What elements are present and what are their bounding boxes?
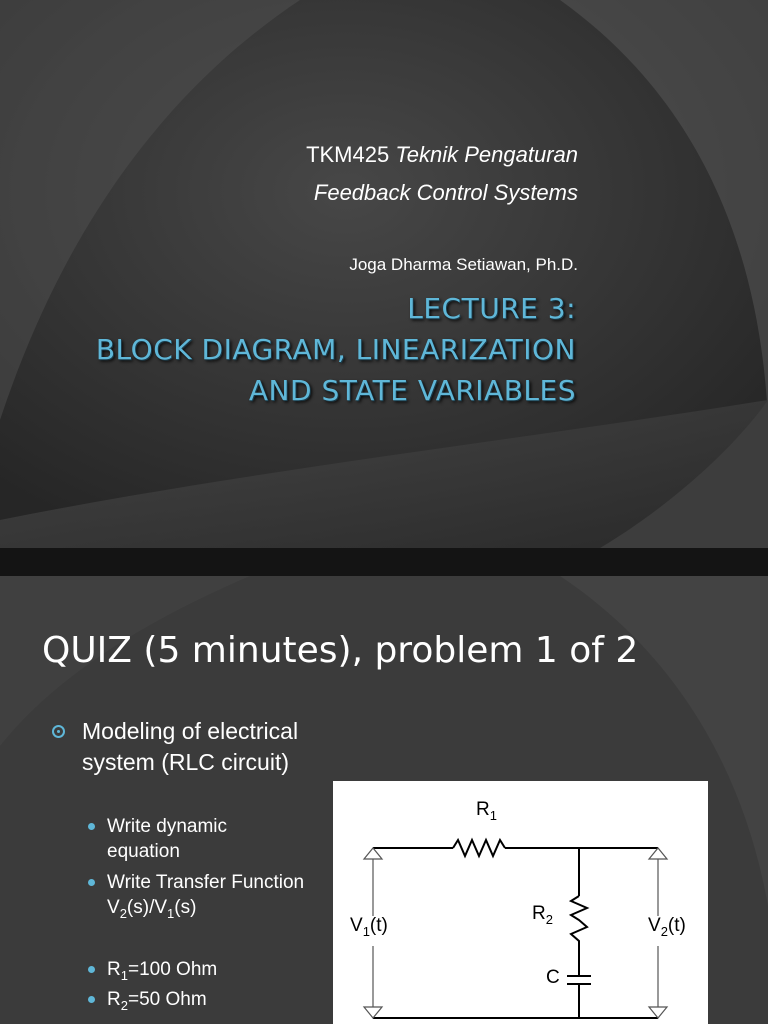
main-bullet xyxy=(52,716,312,778)
sub-bullet-2 xyxy=(88,870,318,926)
r2-label: $R_2$ xyxy=(532,903,553,927)
circle-bullet-icon xyxy=(52,725,65,738)
dot-bullet-icon xyxy=(88,966,95,973)
dot-bullet-icon xyxy=(88,879,95,886)
v2-label: $V_2(t)$ xyxy=(648,915,686,939)
dot-bullet-icon xyxy=(88,823,95,830)
rlc-circuit-diagram xyxy=(333,781,708,1024)
r1-label: $R_1$ xyxy=(476,799,497,823)
lecture-line-1: LECTURE 3: xyxy=(407,292,576,325)
course-line xyxy=(306,142,578,168)
dot-bullet-icon xyxy=(88,996,95,1003)
lecture-title xyxy=(96,288,576,411)
author: Joga Dharma Setiawan, Ph.D. xyxy=(349,255,578,274)
main-bullet-text: Modeling of electrical system (RLC circuit) xyxy=(82,718,299,775)
c-label: C xyxy=(546,967,560,988)
slide-separator xyxy=(0,548,768,576)
subtitle: Feedback Control Systems xyxy=(313,180,578,205)
course-name: Teknik Pengaturan xyxy=(395,142,578,167)
circuit-drawing xyxy=(333,781,708,1024)
sub-bullet-text: Write Transfer Function $V_2(s)/V_1(s)$ xyxy=(107,872,305,921)
quiz-title: QUIZ (5 minutes), problem 1 of 2 xyxy=(42,630,639,671)
course-code: TKM425 xyxy=(306,142,390,167)
param-r1: $R_1=100$ Ohm xyxy=(88,957,217,988)
sub-bullet-text: Write dynamic equation xyxy=(107,816,228,862)
lecture-line-3: AND STATE VARIABLES xyxy=(248,374,576,407)
v1-label: $V_1(t)$ xyxy=(350,915,388,939)
param-r2: $R_2=50$ Ohm xyxy=(88,987,207,1018)
lecture-line-2: BLOCK DIAGRAM, LINEARIZATION xyxy=(95,333,576,366)
sub-bullet-1 xyxy=(88,814,288,864)
